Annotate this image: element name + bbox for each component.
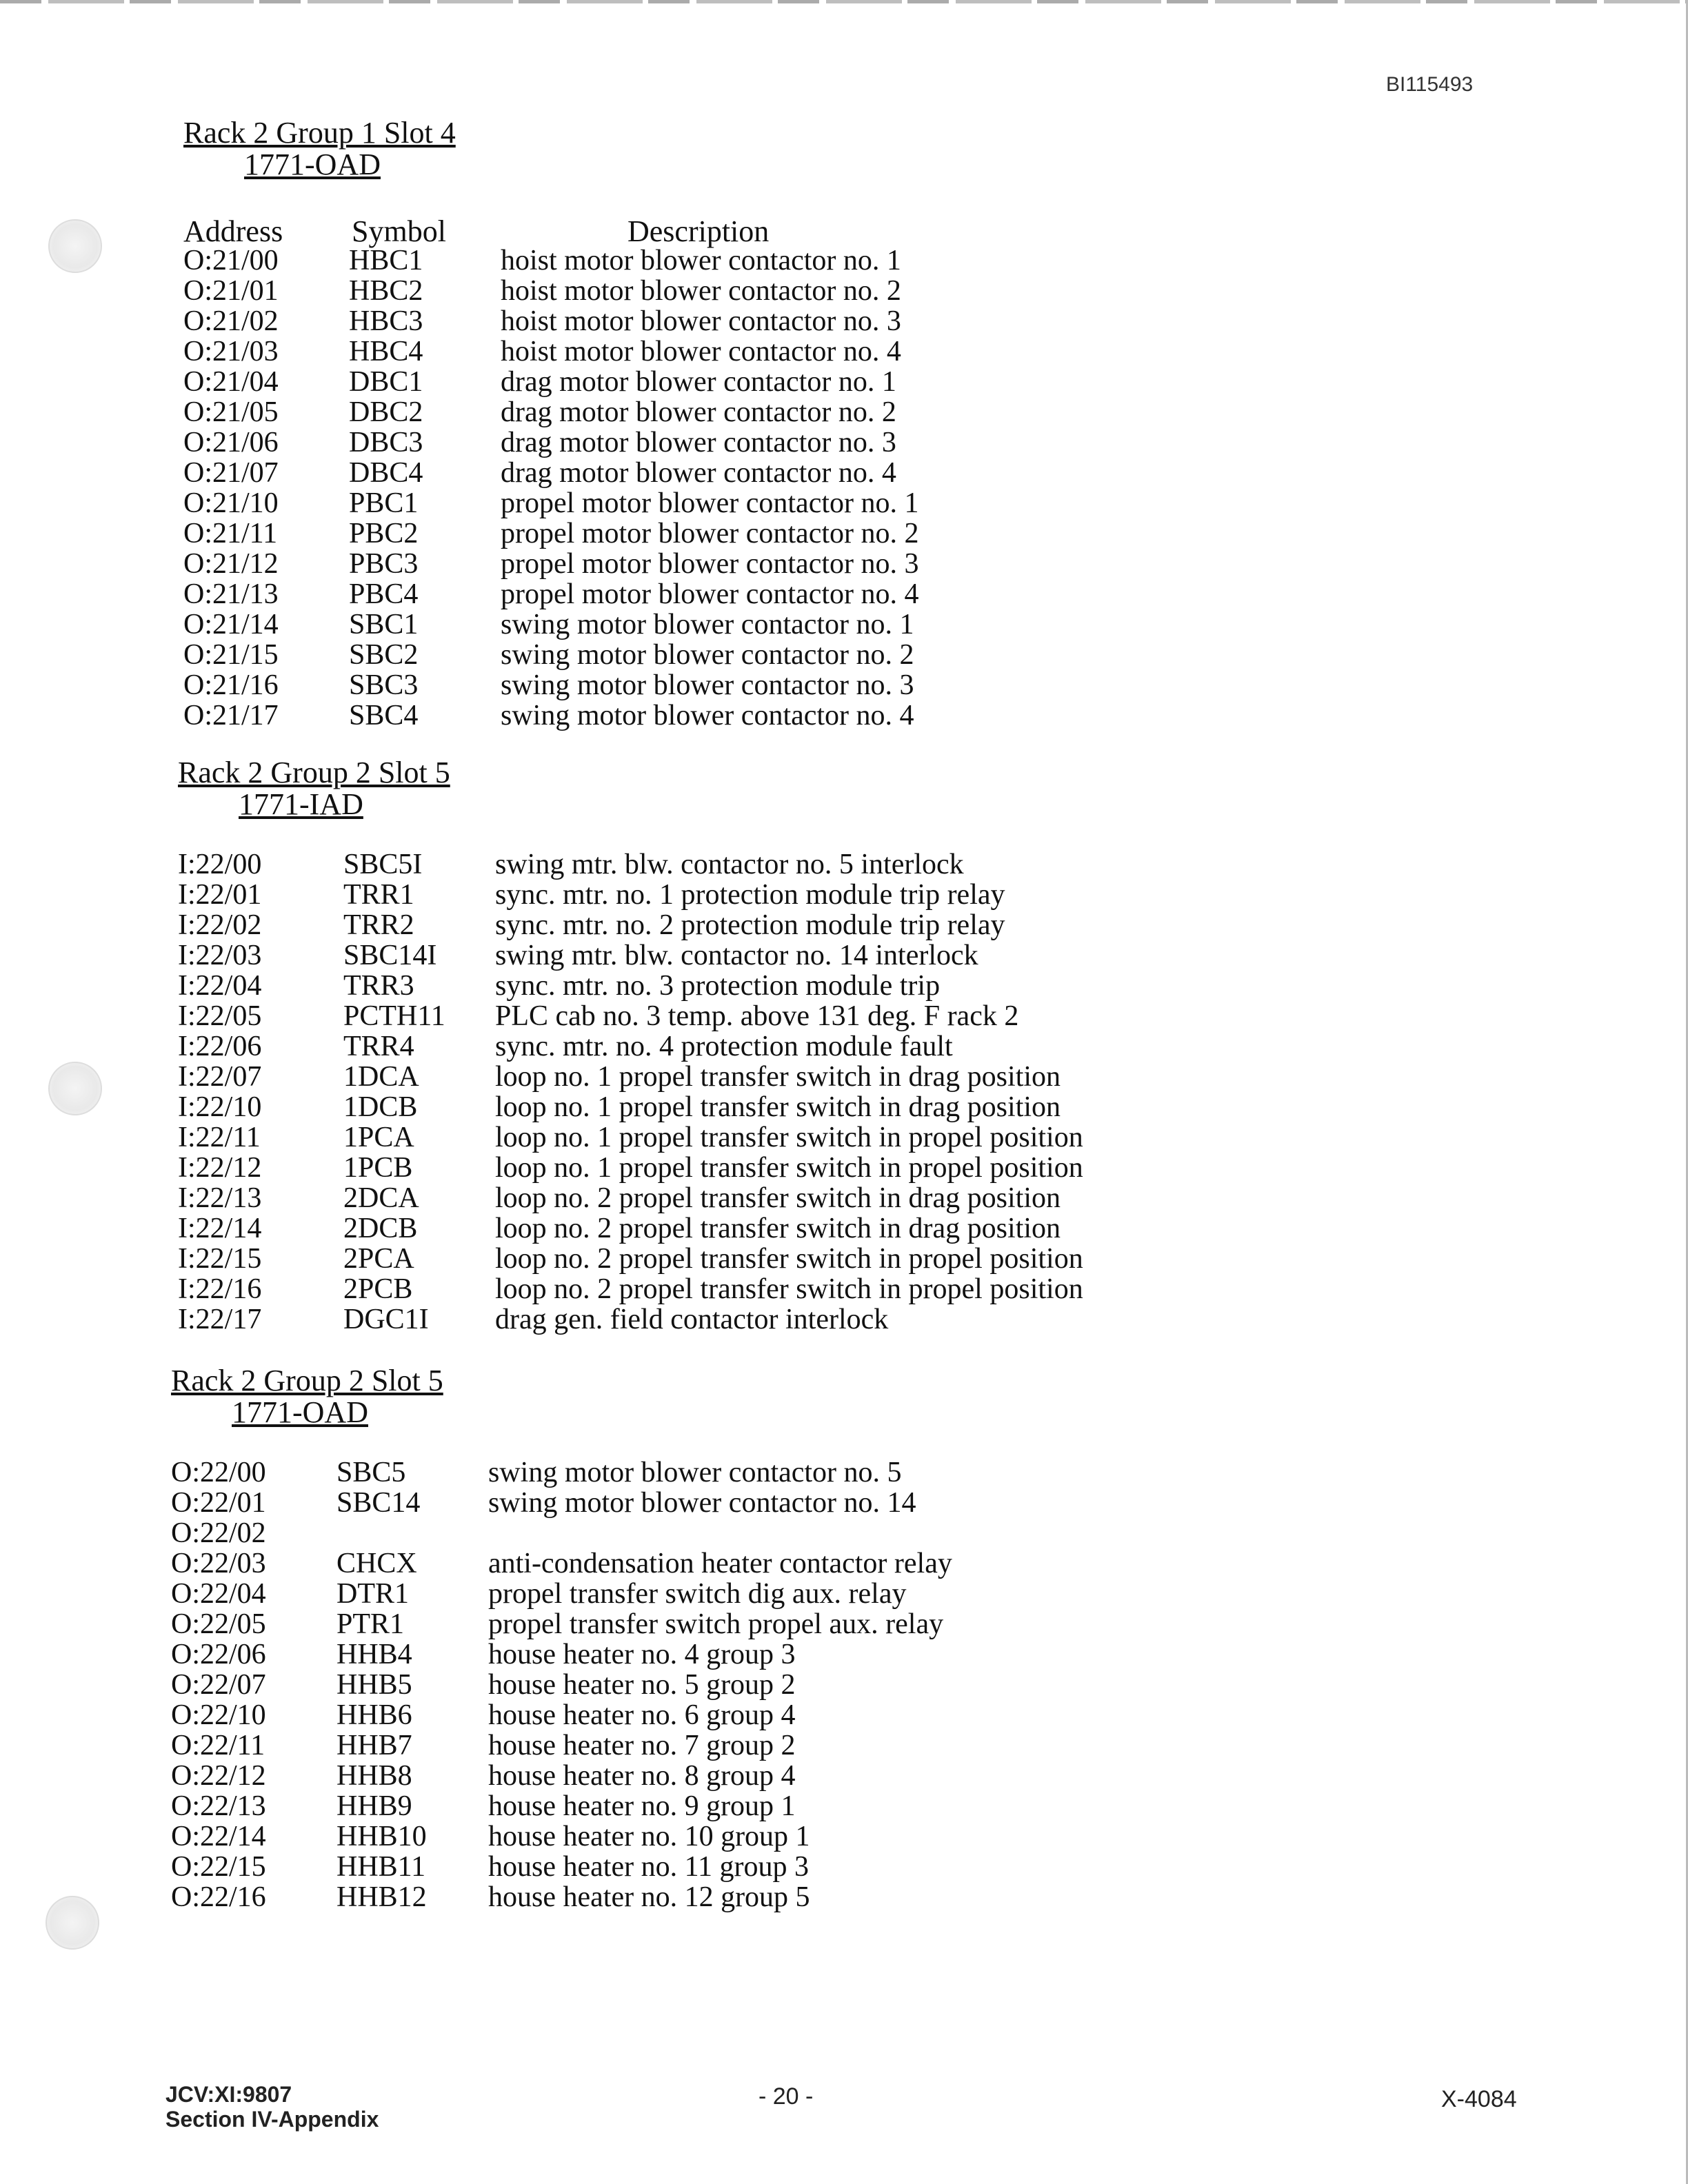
table-row: [178, 1273, 1083, 1305]
address-cell: O:21/10: [183, 487, 279, 519]
address-cell: O:21/07: [183, 457, 279, 489]
description-cell: drag motor blower contactor no. 1: [501, 366, 896, 398]
symbol-cell: 2DCA: [343, 1182, 419, 1214]
table-row: [178, 970, 941, 1002]
symbol-cell: 1DCB: [343, 1091, 418, 1123]
address-cell: O:22/13: [171, 1790, 266, 1822]
symbol-cell: HHB6: [336, 1699, 412, 1731]
address-cell: O:22/07: [171, 1669, 266, 1701]
symbol-cell: HHB8: [336, 1760, 412, 1792]
symbol-cell: TRR3: [343, 970, 414, 1002]
footer-reference: [165, 2082, 379, 2132]
address-cell: O:22/01: [171, 1487, 266, 1519]
page-number: - 20 -: [758, 2083, 814, 2110]
section-title: Rack 2 Group 2 Slot 5: [171, 1364, 443, 1397]
address-cell: O:22/05: [171, 1608, 266, 1640]
symbol-cell: PBC3: [349, 548, 419, 580]
symbol-cell: 2DCB: [343, 1213, 418, 1244]
table-row: [178, 1122, 1083, 1153]
scan-edge-top: [0, 0, 1688, 3]
table-row: [171, 1760, 796, 1792]
table-row: [178, 849, 964, 880]
symbol-cell: TRR4: [343, 1031, 414, 1062]
description-cell: swing motor blower contactor no. 2: [501, 639, 914, 671]
punch-hole-top: [48, 219, 102, 273]
description-cell: house heater no. 7 group 2: [488, 1730, 796, 1761]
symbol-cell: SBC5I: [343, 849, 423, 880]
address-cell: O:21/16: [183, 669, 279, 701]
address-cell: O:22/11: [171, 1730, 265, 1761]
symbol-cell: HHB4: [336, 1639, 412, 1670]
symbol-cell: DGC1I: [343, 1304, 429, 1335]
address-cell: O:22/10: [171, 1699, 266, 1731]
section-title: Rack 2 Group 2 Slot 5: [178, 756, 450, 789]
io-table-rows: [171, 1457, 952, 1913]
address-cell: O:22/06: [171, 1639, 266, 1670]
address-cell: I:22/11: [178, 1122, 261, 1153]
address-cell: I:22/01: [178, 879, 262, 911]
description-cell: propel motor blower contactor no. 3: [501, 548, 919, 580]
symbol-cell: TRR2: [343, 909, 414, 941]
address-cell: I:22/14: [178, 1213, 262, 1244]
description-cell: loop no. 2 propel transfer switch in propel position: [495, 1243, 1083, 1275]
table-row: [178, 1000, 1019, 1032]
symbol-cell: PBC2: [349, 518, 419, 549]
symbol-cell: 1DCA: [343, 1061, 419, 1093]
symbol-cell: TRR1: [343, 879, 414, 911]
section-rack2-group2-slot5-input: [178, 756, 1083, 1335]
symbol-cell: SBC14I: [343, 940, 437, 971]
symbol-cell: DBC2: [349, 396, 423, 428]
description-cell: propel motor blower contactor no. 4: [501, 578, 919, 610]
table-row: [183, 457, 896, 489]
description-cell: drag motor blower contactor no. 2: [501, 396, 896, 428]
description-cell: sync. mtr. no. 1 protection module trip relay: [495, 879, 1005, 911]
column-header-row: [183, 214, 770, 248]
table-row: [183, 396, 896, 428]
table-row: [178, 1061, 1061, 1093]
symbol-cell: HBC1: [349, 245, 423, 276]
description-cell: loop no. 1 propel transfer switch in drag position: [495, 1061, 1061, 1093]
symbol-cell: PBC4: [349, 578, 419, 610]
section-rack2-group1-slot4: [183, 116, 919, 731]
symbol-cell: SBC14: [336, 1487, 421, 1519]
description-cell: house heater no. 11 group 3: [488, 1851, 809, 1883]
table-row: [178, 1152, 1083, 1184]
address-cell: O:22/02: [171, 1517, 266, 1549]
address-cell: I:22/07: [178, 1061, 262, 1093]
address-cell: O:21/14: [183, 609, 279, 640]
description-cell: loop no. 1 propel transfer switch in propel position: [495, 1152, 1083, 1184]
symbol-cell: 2PCA: [343, 1243, 414, 1275]
symbol-cell: DTR1: [336, 1578, 409, 1610]
address-cell: O:22/04: [171, 1578, 266, 1610]
symbol-cell: HHB11: [336, 1851, 426, 1883]
description-cell: sync. mtr. no. 2 protection module trip relay: [495, 909, 1005, 941]
address-cell: I:22/04: [178, 970, 262, 1002]
address-cell: O:21/06: [183, 427, 279, 458]
symbol-cell: HBC2: [349, 275, 423, 307]
description-cell: loop no. 1 propel transfer switch in propel position: [495, 1122, 1083, 1153]
description-cell: swing motor blower contactor no. 14: [488, 1487, 916, 1519]
table-row: [183, 275, 901, 307]
table-row: [178, 909, 1005, 941]
table-row: [183, 548, 919, 580]
address-cell: O:21/13: [183, 578, 279, 610]
address-cell: I:22/13: [178, 1182, 262, 1214]
punch-hole-middle: [48, 1062, 102, 1115]
symbol-cell: HHB7: [336, 1730, 412, 1761]
description-cell: swing motor blower contactor no. 1: [501, 609, 914, 640]
symbol-cell: SBC4: [349, 700, 419, 731]
footer-section-name: Section IV-Appendix: [165, 2107, 379, 2132]
table-row: [183, 518, 919, 549]
table-row: [183, 305, 901, 337]
table-row: [183, 578, 919, 610]
section-module: 1771-IAD: [239, 787, 363, 821]
symbol-cell: CHCX: [336, 1548, 417, 1579]
table-row: [171, 1669, 796, 1701]
table-row: [171, 1639, 796, 1670]
symbol-cell: HBC4: [349, 336, 423, 367]
description-cell: hoist motor blower contactor no. 3: [501, 305, 901, 337]
address-cell: O:22/15: [171, 1851, 266, 1883]
column-header-address: Address: [183, 214, 283, 248]
section-title: Rack 2 Group 1 Slot 4: [183, 116, 456, 150]
table-row: [171, 1578, 907, 1610]
description-cell: hoist motor blower contactor no. 4: [501, 336, 901, 367]
address-cell: I:22/12: [178, 1152, 262, 1184]
address-cell: O:22/03: [171, 1548, 266, 1579]
column-header-symbol: Symbol: [352, 214, 446, 248]
footer-reference-code: JCV:XI:9807: [165, 2082, 292, 2107]
table-row: [171, 1548, 952, 1579]
symbol-cell: HHB9: [336, 1790, 412, 1822]
address-cell: I:22/15: [178, 1243, 262, 1275]
address-cell: O:21/15: [183, 639, 279, 671]
description-cell: propel motor blower contactor no. 2: [501, 518, 919, 549]
description-cell: hoist motor blower contactor no. 1: [501, 245, 901, 276]
table-row: [178, 1031, 953, 1062]
description-cell: house heater no. 12 group 5: [488, 1881, 810, 1913]
symbol-cell: 1PCA: [343, 1122, 414, 1153]
table-row: [183, 366, 896, 398]
address-cell: O:21/12: [183, 548, 279, 580]
description-cell: house heater no. 8 group 4: [488, 1760, 796, 1792]
table-row: [171, 1790, 796, 1822]
description-cell: drag motor blower contactor no. 4: [501, 457, 896, 489]
address-cell: O:22/16: [171, 1881, 266, 1913]
description-cell: house heater no. 6 group 4: [488, 1699, 796, 1731]
io-table-rows: [183, 245, 919, 731]
address-cell: O:22/00: [171, 1457, 266, 1488]
description-cell: swing motor blower contactor no. 5: [488, 1457, 902, 1488]
footer-document-number: X-4084: [1441, 2086, 1517, 2112]
description-cell: sync. mtr. no. 4 protection module fault: [495, 1031, 953, 1062]
table-row: [178, 1304, 889, 1335]
punch-hole-bottom: [46, 1896, 99, 1950]
address-cell: O:21/05: [183, 396, 279, 428]
section-module: 1771-OAD: [244, 148, 381, 181]
symbol-cell: SBC2: [349, 639, 419, 671]
description-cell: loop no. 2 propel transfer switch in drag position: [495, 1213, 1061, 1244]
table-row: [183, 639, 914, 671]
table-row: [171, 1518, 443, 1548]
description-cell: PLC cab no. 3 temp. above 131 deg. F rack 2: [495, 1000, 1019, 1032]
table-row: [171, 1608, 944, 1640]
section-module: 1771-OAD: [232, 1395, 368, 1429]
symbol-cell: DBC3: [349, 427, 423, 458]
table-row: [178, 1213, 1061, 1244]
address-cell: O:21/02: [183, 305, 279, 337]
address-cell: O:21/17: [183, 700, 279, 731]
address-cell: I:22/03: [178, 940, 262, 971]
symbol-cell: PCTH11: [343, 1000, 445, 1032]
description-cell: hoist motor blower contactor no. 2: [501, 275, 901, 307]
address-cell: O:21/04: [183, 366, 279, 398]
description-cell: loop no. 2 propel transfer switch in propel position: [495, 1273, 1083, 1305]
description-cell: propel motor blower contactor no. 1: [501, 487, 919, 519]
symbol-cell: 1PCB: [343, 1152, 413, 1184]
symbol-cell: HBC3: [349, 305, 423, 337]
description-cell: loop no. 2 propel transfer switch in drag position: [495, 1182, 1061, 1214]
table-row: [183, 427, 896, 458]
address-cell: I:22/06: [178, 1031, 262, 1062]
symbol-cell: SBC3: [349, 669, 419, 701]
symbol-cell: HHB12: [336, 1881, 427, 1913]
table-row: [178, 1243, 1083, 1275]
table-row: [171, 1851, 809, 1883]
description-cell: drag gen. field contactor interlock: [495, 1304, 889, 1335]
table-row: [183, 669, 914, 701]
description-cell: sync. mtr. no. 3 protection module trip: [495, 970, 941, 1002]
section-rack2-group2-slot5-output: [171, 1364, 952, 1913]
table-row: [178, 1091, 1061, 1123]
address-cell: O:21/11: [183, 518, 278, 549]
description-cell: swing motor blower contactor no. 3: [501, 669, 914, 701]
symbol-cell: SBC5: [336, 1457, 406, 1488]
description-cell: propel transfer switch dig aux. relay: [488, 1578, 907, 1610]
symbol-cell: SBC1: [349, 609, 419, 640]
address-cell: O:22/12: [171, 1760, 266, 1792]
address-cell: O:21/00: [183, 245, 279, 276]
symbol-cell: DBC4: [349, 457, 423, 489]
address-cell: O:21/03: [183, 336, 279, 367]
address-cell: I:22/16: [178, 1273, 262, 1305]
address-cell: O:21/01: [183, 275, 279, 307]
description-cell: house heater no. 4 group 3: [488, 1639, 796, 1670]
description-cell: house heater no. 5 group 2: [488, 1669, 796, 1701]
column-header-description: Description: [627, 214, 770, 248]
table-row: [183, 245, 901, 276]
address-cell: O:22/14: [171, 1821, 266, 1852]
symbol-cell: PTR1: [336, 1608, 405, 1640]
symbol-cell: 2PCB: [343, 1273, 413, 1305]
table-row: [171, 1730, 796, 1761]
table-row: [178, 940, 978, 971]
address-cell: I:22/05: [178, 1000, 262, 1032]
table-row: [171, 1699, 796, 1731]
table-row: [183, 609, 914, 640]
table-row: [183, 700, 914, 731]
description-cell: house heater no. 10 group 1: [488, 1821, 810, 1852]
description-cell: propel transfer switch propel aux. relay: [488, 1608, 944, 1640]
description-cell: house heater no. 9 group 1: [488, 1790, 796, 1822]
symbol-cell: PBC1: [349, 487, 419, 519]
description-cell: swing mtr. blw. contactor no. 14 interlock: [495, 940, 978, 971]
table-row: [171, 1457, 902, 1488]
table-row: [171, 1487, 916, 1519]
address-cell: I:22/02: [178, 909, 262, 941]
address-cell: I:22/17: [178, 1304, 262, 1335]
symbol-cell: DBC1: [349, 366, 423, 398]
table-row: [171, 1881, 810, 1913]
description-cell: drag motor blower contactor no. 3: [501, 427, 896, 458]
symbol-cell: HHB10: [336, 1821, 427, 1852]
table-row: [178, 1182, 1061, 1214]
io-table-rows: [178, 849, 1083, 1335]
document-id: BI115493: [1386, 73, 1474, 96]
table-row: [178, 879, 1005, 911]
description-cell: anti-condensation heater contactor relay: [488, 1548, 952, 1579]
symbol-cell: HHB5: [336, 1669, 412, 1701]
address-cell: I:22/00: [178, 849, 262, 880]
description-cell: swing mtr. blw. contactor no. 5 interlock: [495, 849, 964, 880]
description-cell: swing motor blower contactor no. 4: [501, 700, 914, 731]
table-row: [183, 487, 919, 519]
table-row: [183, 336, 901, 367]
address-cell: I:22/10: [178, 1091, 262, 1123]
description-cell: loop no. 1 propel transfer switch in drag position: [495, 1091, 1061, 1123]
table-row: [171, 1821, 810, 1852]
